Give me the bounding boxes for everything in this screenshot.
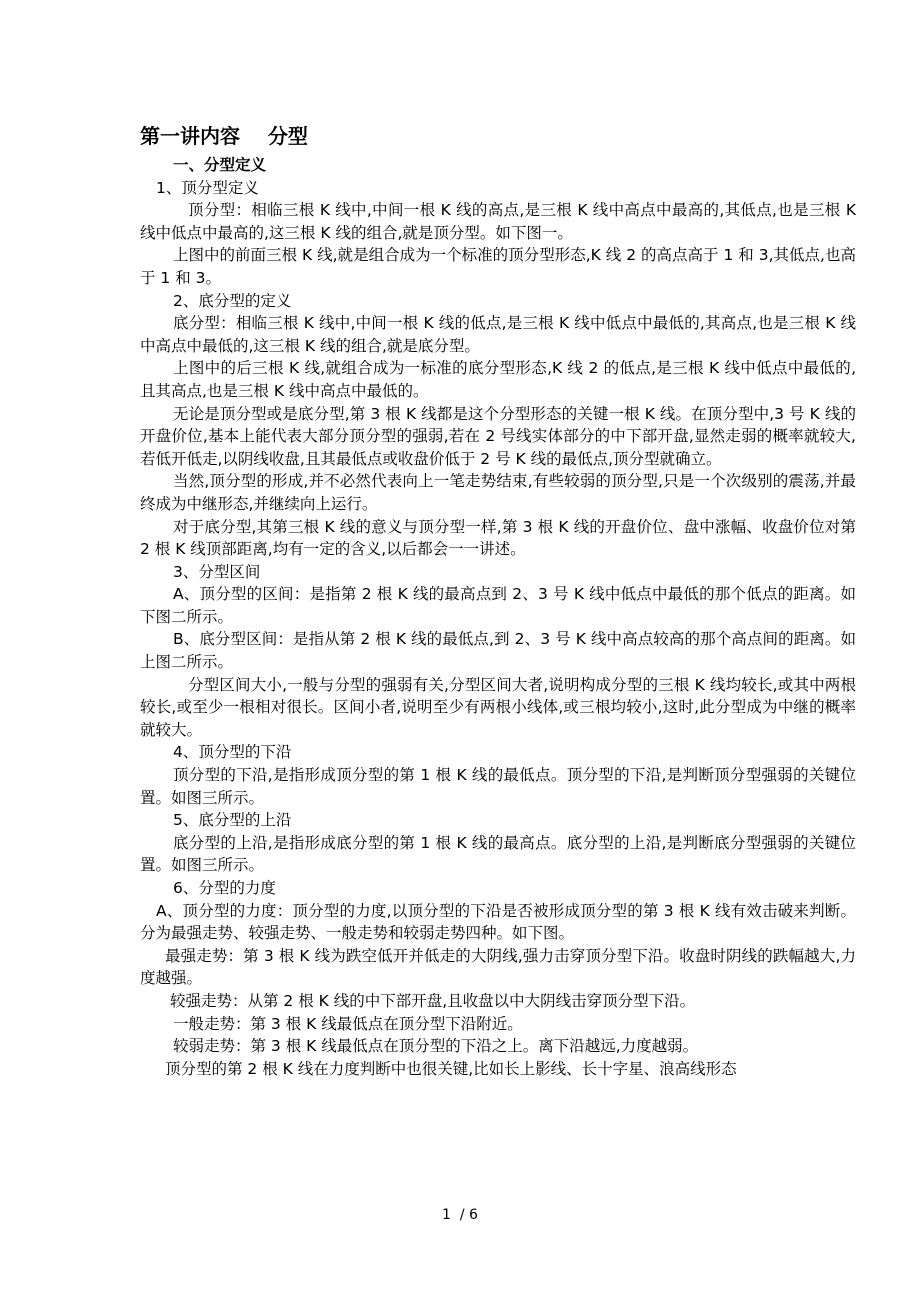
paragraph-second-k-line: 顶分型的第 2 根 K 线在力度判断中也很关键,比如长上影线、长十字星、浪高线形态 xyxy=(165,1059,737,1078)
page-number: 1 / 6 xyxy=(442,1207,478,1223)
page-title: 第一讲内容 分型 xyxy=(140,124,308,148)
paragraph-force-top: A、顶分型的力度：顶分型的力度,以顶分型的下沿是否被形成顶分型的第 3 根 K 线有效击破来判断。分为最强走势、较强走势、一般走势和较弱走势四种。如下图。 xyxy=(140,901,856,943)
subheading-fractal-range: 3、分型区间 xyxy=(173,562,261,581)
paragraph-top-lower-edge: 顶分型的下沿,是指形成顶分型的第 1 根 K 线的最低点。顶分型的下沿,是判断顶分型强弱的关键位置。如图三所示。 xyxy=(140,766,856,807)
paragraph-normal-trend: 一般走势：第 3 根 K 线最低点在顶分型下沿附近。 xyxy=(173,1014,523,1033)
document-body xyxy=(140,118,856,1080)
paragraph-top-fractal-figure: 上图中的前面三根 K 线,就是组合成为一个标准的顶分型形态,K 线 2 的高点高于 1 和 3,其低点,也高于 1 和 3。 xyxy=(140,246,856,287)
subheading-fractal-force: 6、分型的力度 xyxy=(173,879,276,897)
subheading-top-fractal-definition: 1、顶分型定义 xyxy=(156,178,259,197)
paragraph-range-size: 分型区间大小,一般与分型的强弱有关,分型区间大者,说明构成分型的三根 K 线均较长,或其中两根较长,或至少一根相对很长。区间小者,说明至少有两根小线体,或三根均较小,这时,此分型成为中继的概率就较大。 xyxy=(140,675,856,739)
paragraph-stronger-trend: 较强走势：从第 2 根 K 线的中下部开盘,且收盘以中大阴线击穿顶分型下沿。 xyxy=(170,991,696,1010)
paragraph-third-k-line: 无论是顶分型或是底分型,第 3 根 K 线都是这个分型形态的关键一根 K 线。在顶分型中,3 号 K 线的开盘价位,基本上能代表大部分顶分型的强弱,若在 2 号线实体部分的中下部开盘,显然走弱的概率就较大,若低开低走,以阴线收盘,且其最低点或收盘价低于 2 号 K 线的最低点,顶分型就确立。 xyxy=(140,404,856,468)
subheading-bottom-upper-edge: 5、底分型的上沿 xyxy=(173,811,292,830)
paragraph-bottom-third-k: 对于底分型,其第三根 K 线的意义与顶分型一样,第 3 根 K 线的开盘价位、盘中涨幅、收盘价位对第 2 根 K 线顶部距离,均有一定的含义,以后都会一一讲述。 xyxy=(140,517,856,559)
paragraph-top-fractal-definition: 顶分型：相临三根 K 线中,中间一根 K 线的高点,是三根 K 线中高点中最高的,其低点,也是三根 K 线中低点中最高的,这三根 K 线的组合,就是顶分型。如下图一。 xyxy=(140,201,856,242)
paragraph-bottom-fractal-definition: 底分型：相临三根 K 线中,中间一根 K 线的低点,是三根 K 线中低点中最低的,其高点,也是三根 K 线中高点中最低的,这三根 K 线的组合,就是底分型。 xyxy=(140,314,856,355)
paragraph-weaker-trend: 较弱走势：第 3 根 K 线最低点在顶分型的下沿之上。离下沿越远,力度越弱。 xyxy=(173,1037,699,1056)
section-heading-definition: 一、分型定义 xyxy=(173,156,267,174)
paragraph-range-top: A、顶分型的区间：是指第 2 根 K 线的最高点到 2、3 号 K 线中低点中最低的那个低点的距离。如下图二所示。 xyxy=(140,585,856,626)
paragraph-range-bottom: B、底分型区间：是指从第 2 根 K 线的最低点,到 2、3 号 K 线中高点较高的那个高点间的距离。如上图二所示。 xyxy=(140,630,856,672)
paragraph-bottom-upper-edge: 底分型的上沿,是指形成底分型的第 1 根 K 线的最高点。底分型的上沿,是判断底分型强弱的关键位置。如图三所示。 xyxy=(140,833,856,875)
paragraph-strongest-trend: 最强走势：第 3 根 K 线为跌空低开并低走的大阴线,强力击穿顶分型下沿。收盘时阴线的跌幅越大,力度越强。 xyxy=(140,946,856,988)
paragraph-not-necessarily-end: 当然,顶分型的形成,并不必然代表向上一笔走势结束,有些较弱的顶分型,只是一个次级别的震荡,并最终成为中继形态,并继续向上运行。 xyxy=(140,472,856,513)
subheading-top-lower-edge: 4、顶分型的下沿 xyxy=(173,743,292,762)
paragraph-bottom-fractal-figure: 上图中的后三根 K 线,就组合成为一标准的底分型形态,K 线 2 的低点,是三根 K 线中低点中最低的,且其高点,也是三根 K 线中高点中最低的。 xyxy=(140,359,856,400)
subheading-bottom-fractal-definition: 2、底分型的定义 xyxy=(173,291,292,310)
